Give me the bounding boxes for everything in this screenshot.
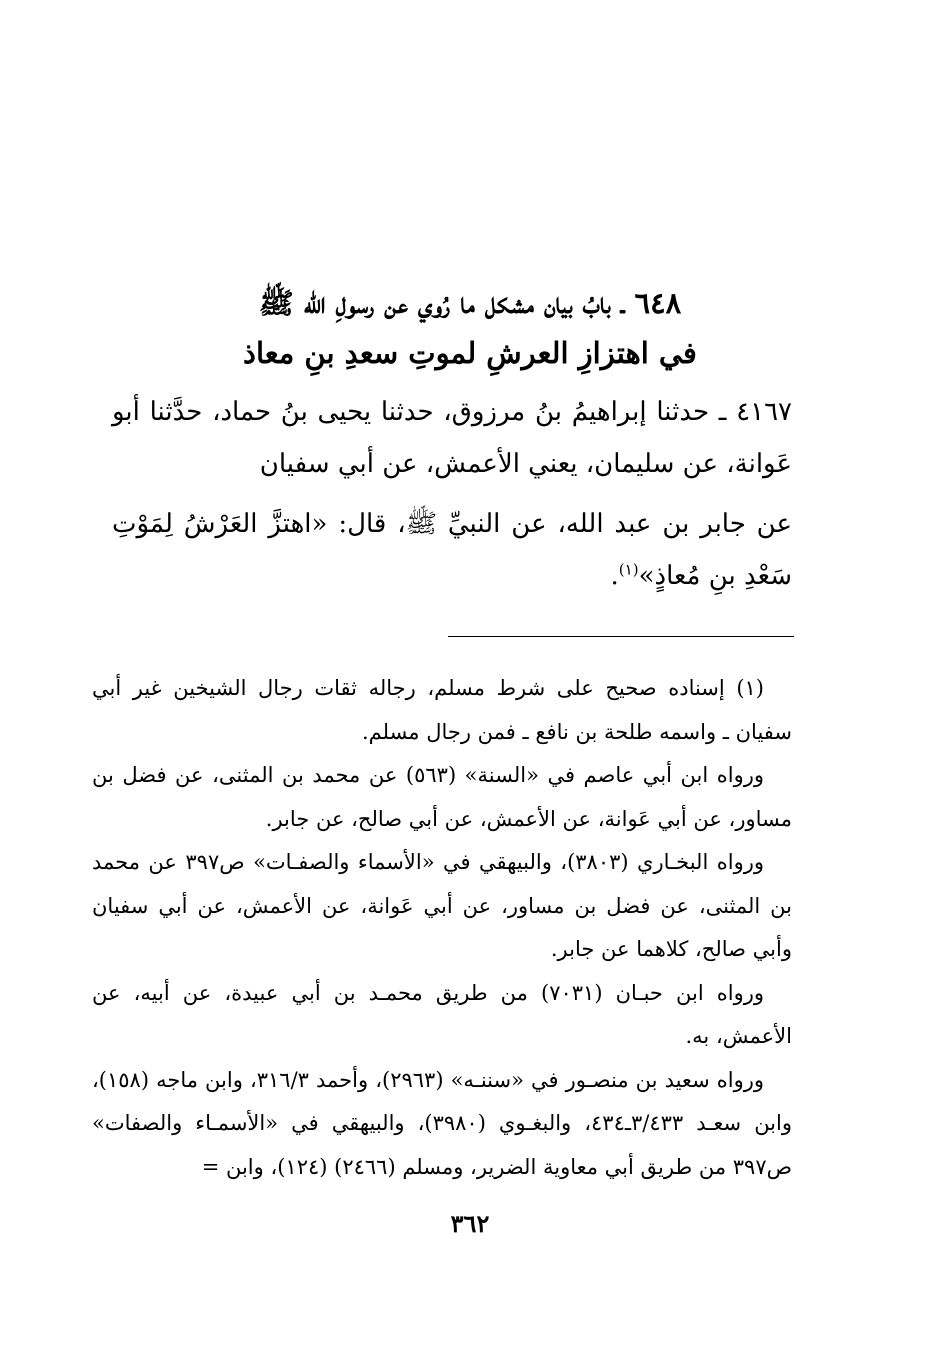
footnotes-section [92,667,792,1189]
chapter-title-line-2: في اهتزازِ العرشِ لموتِ سعدِ بنِ معاذ [243,336,697,370]
footnote-paragraph: ورواه سعيد بن منصـور في «سننـه» (٢٩٦٣)، وأحمد ٣١٦/٣، وابن ماجه (١٥٨)، وابن سعـد ٣/٤٣٣ـ٤٣٤، والبغـوي (٣٩٨٠)، والبيهقي في «الأسمـاء والصفات» ص٣٩٧ من طريق أبي معاوية الضرير، ومسلم (٢٤٦٦) (١٢٤)، وابن = [92,1067,792,1179]
hadith-matn-end: . [610,561,619,591]
page-number: ٣٦٢ [450,1209,490,1238]
footnote-paragraph: ورواه ابن حبـان (٧٠٣١) من طريق محمـد بن أبي عبيدة، عن أبيه، عن الأعمش، به. [92,980,792,1048]
hadith-matn-text: عن جابر بن عبد الله، عن النبيِّ ﷺ، قال: «اهتزَّ العَرْشُ لِمَوْتِ سَعْدِ بنِ مُعاذٍ» [112,509,792,591]
footnote-paragraph: (١) إسناده صحيح على شرط مسلم، رجاله ثقات رجال الشيخين غير أبي سفيان ـ واسمه طلحة بن نافع ـ فمن رجال مسلم. [92,676,792,744]
footnote-paragraph: ورواه البخـاري (٣٨٠٣)، والبيهقي في «الأسماء والصفـات» ص٣٩٧ عن محمد بن المثنى، عن فضل بن مساور، عن أبي عَوانة، عن الأعمش، عن أبي سفيان وأبي صالح، كلاهما عن جابر. [92,850,792,961]
footnote-divider [448,636,794,637]
footnote-paragraph: ورواه ابن أبي عاصم في «السنة» (٥٦٣) عن محمد بن المثنى، عن فضل بن مساور، عن أبي عَوانة، عن الأعمش، عن أبي صالح، عن جابر. [92,763,792,831]
footnote-marker: (١) [618,560,639,579]
hadith-isnad: ٤١٦٧ ـ حدثنا إبراهيمُ بنُ مرزوق، حدثنا يحيى بنُ حماد، حدَّثنا أبو عَوانة، عن سليمان، يعني الأعمش، عن أبي سفيان [112,397,792,479]
chapter-title-line-1: ٦٤٨ ـ بابُ بيان مشكل ما رُوي عن رسولِ الله ﷺ [258,286,682,320]
hadith-matn [112,498,792,602]
